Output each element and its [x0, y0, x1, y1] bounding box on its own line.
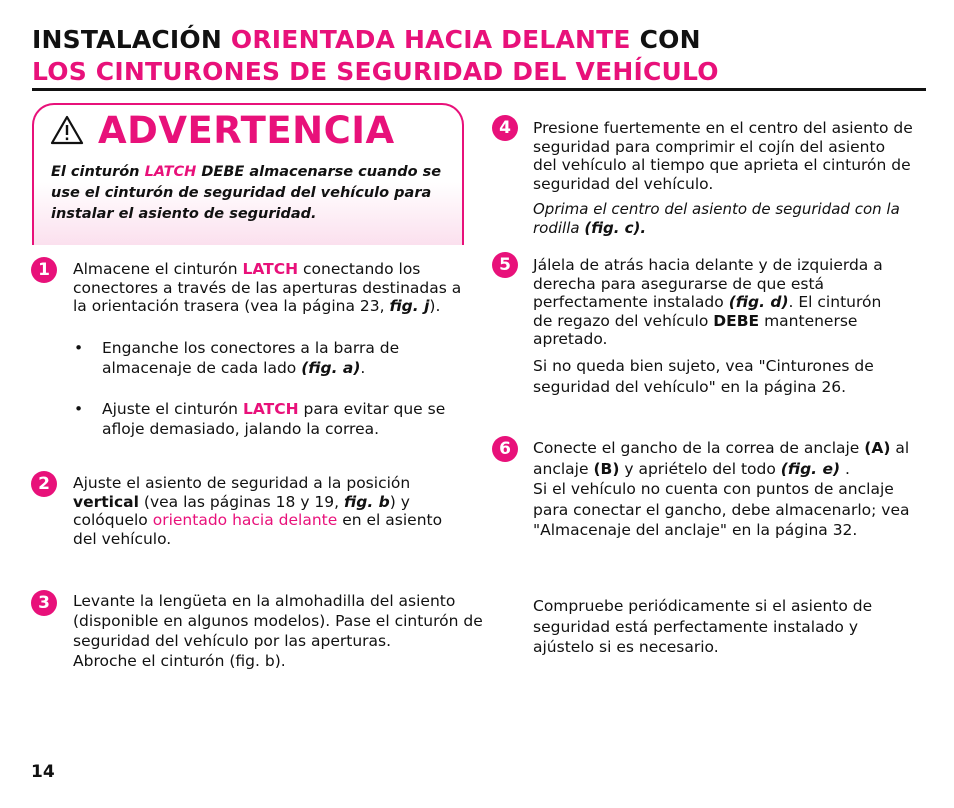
bullet-dot: •	[74, 400, 84, 418]
step-6-fig: (fig. e)	[780, 459, 841, 478]
step-1-text	[73, 260, 473, 316]
page-number: 14	[31, 762, 55, 782]
step-4-note-text: Oprima el centro del asiento de seguridad con la rodilla	[533, 200, 900, 237]
step-6-text	[533, 438, 918, 541]
step-1-bullet-2	[74, 399, 462, 439]
title-line-2: LOS CINTURONES DE SEGURIDAD DEL VEHÍCULO	[32, 57, 719, 86]
page-title	[32, 24, 912, 88]
step-5-text	[533, 256, 905, 349]
bullet-dot: •	[74, 339, 84, 357]
step-5-fig: (fig. d)	[728, 293, 789, 311]
step-1-bullet-1-fig: (fig. a)	[301, 359, 361, 377]
step-2-text-c: ) y colóquelo	[73, 492, 410, 529]
title-divider	[32, 88, 926, 91]
step-1-fig: fig. j	[389, 297, 430, 315]
step-4-text: Presione fuertemente en el centro del asiento de seguridad para comprimir el cojín del asiento del vehículo al tiempo que aprieta el cinturón de seguridad del vehículo.	[533, 119, 913, 193]
step-6-b-label: (B)	[593, 459, 620, 478]
step-1-bullet-1-text: Enganche los conectores a la barra de almacenaje de cada lado	[102, 339, 400, 377]
step-2-text-b: (vea las páginas 18 y 19,	[143, 492, 340, 511]
warning-triangle-icon	[50, 114, 84, 146]
step-1-bullet-1-end: .	[360, 359, 366, 377]
step-4-note-fig: (fig. c).	[584, 218, 647, 237]
step-2-vertical: vertical	[73, 492, 139, 511]
step-2-text	[73, 474, 443, 548]
step-6-text-3: Compruebe periódicamente si el asiento de seguridad está perfectamente instalado y ajústelo si es necesario.	[533, 597, 873, 656]
step-6-text-c: y apriételo del todo	[624, 459, 776, 478]
step-1-text-a: Almacene el cinturón	[73, 260, 238, 278]
step-2-text-a: Ajuste el asiento de seguridad a la posición	[73, 474, 411, 492]
step-2-orientation: orientado hacia delante	[152, 511, 338, 529]
step-1-bullet-2-text-a: Ajuste el cinturón	[102, 400, 239, 418]
step-5-text-c: mantenerse apretado.	[533, 311, 858, 348]
step-6-badge: 6	[492, 436, 518, 462]
step-3-badge: 3	[31, 590, 57, 616]
step-1-bullet-2-text-b: para evitar que se afloje demasiado, jalando la correa.	[102, 400, 446, 438]
step-6-a-label: (A)	[864, 439, 891, 457]
step-6-text-a: Conecte el gancho de la correa de anclaje	[533, 439, 860, 457]
step-3-text-a: Levante la lengüeta en la almohadilla del asiento (disponible en algunos modelos). Pase el cinturón de seguridad del vehículo por las aperturas.	[73, 592, 483, 650]
step-6-text-b: al anclaje	[533, 439, 910, 478]
warning-header	[50, 108, 395, 152]
title-word-instalacion: INSTALACIÓN	[32, 25, 222, 54]
step-1-latch: LATCH	[242, 260, 299, 278]
step-6-text-2: Si el vehículo no cuenta con puntos de anclaje para conectar el gancho, debe almacenarlo; vea "Almacenaje del anclaje" en la página 32.	[533, 480, 910, 539]
warning-text-a: El cinturón	[51, 164, 140, 180]
step-3-text-b: Abroche el cinturón (fig. b).	[73, 652, 286, 670]
step-1-bullet-2-latch: LATCH	[242, 400, 299, 418]
warning-text	[51, 162, 451, 225]
title-line-1	[32, 24, 912, 56]
step-3-text	[73, 591, 483, 671]
step-2-fig: fig. b	[344, 492, 390, 511]
step-5-text-2: Si no queda bien sujeto, vea "Cinturones de seguridad del vehículo" en la página 26.	[533, 357, 874, 396]
step-4-badge: 4	[492, 115, 518, 141]
step-5-badge: 5	[492, 252, 518, 278]
step-4-note	[533, 200, 903, 237]
step-1-badge: 1	[31, 257, 57, 283]
step-5-text-a: Jálela de atrás hacia delante y de izquierda a derecha para asegurarse de que está perfectamente instalado	[533, 256, 883, 311]
warning-text-b: DEBE almacenarse cuando se use el cinturón de seguridad del vehículo para instalar el asiento de seguridad.	[51, 164, 442, 222]
step-2-text-d: en el asiento del vehículo.	[73, 511, 443, 548]
step-1-text-b: conectando los conectores a través de las aperturas destinadas a la orientación trasera (vea la página 23,	[73, 260, 462, 315]
title-word-con: CON	[639, 25, 701, 54]
step-5-text-b: . El cinturón de regazo del vehículo	[533, 293, 882, 330]
step-6-text-d: .	[844, 459, 850, 478]
warning-title: ADVERTENCIA	[98, 108, 395, 152]
title-orientation: ORIENTADA HACIA DELANTE	[230, 25, 631, 54]
step-1-bullet-1	[74, 338, 432, 378]
step-1-text-c: ).	[429, 297, 441, 315]
step-2-badge: 2	[31, 471, 57, 497]
warning-latch: LATCH	[144, 164, 197, 180]
step-5-debe: DEBE	[713, 311, 760, 330]
